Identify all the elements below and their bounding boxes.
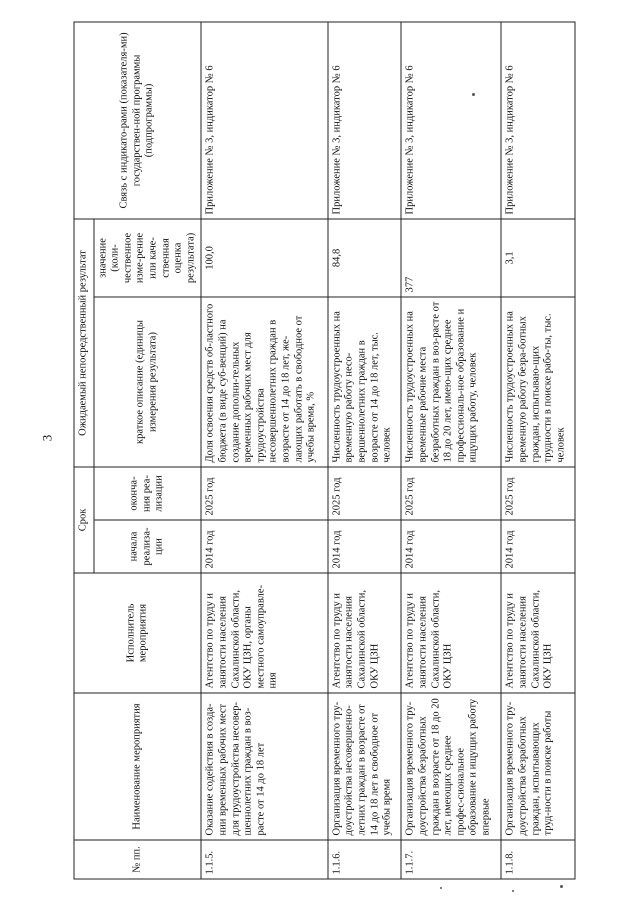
header-result: Ожидаемый непосредственный результат <box>74 219 94 467</box>
cell-end: 2025 год <box>328 467 402 520</box>
table-row <box>401 22 501 879</box>
cell-desc: Доля освоения средств об-ластного бюджета (в виде суб-венций) на создание дополни-тельных временных рабочих мест для трудоустройства несовершеннолетних граждан в возрасте от 14 до 18 лет, же-лающих работать в свободное от учебы время, % <box>201 297 328 467</box>
header-term: Срок <box>74 467 94 573</box>
cell-link: Приложение № 3, индикатор № 6 <box>328 22 402 219</box>
cell-start: 2014 год <box>201 520 328 573</box>
cell-num: 1.1.6. <box>328 840 402 879</box>
cell-executor: Агентство по труду и занятости населения Сахалинской области, ОКУ ЦЗН <box>328 573 402 693</box>
scan-speck <box>472 93 475 96</box>
scan-speck <box>560 885 563 888</box>
cell-value: 3,1 <box>501 219 575 297</box>
cell-link: Приложение № 3, индикатор № 6 <box>401 22 501 219</box>
header-num: № пп. <box>74 840 201 879</box>
cell-num: 1.1.7. <box>401 840 501 879</box>
cell-name: Организация временного тру-доустройства безработных граждан, испытывающих труд-ности в поиске работы <box>501 693 575 840</box>
table-row <box>328 22 402 879</box>
cell-desc: Численность трудоустроенных на временную работу несо-вершеннолетних граждан в возрасте от 14 до 18 лет, тыс. человек <box>328 297 402 467</box>
cell-value: 84,8 <box>328 219 402 297</box>
cell-executor: Агентство по труду и занятости населения Сахалинской области, ОКУ ЦЗН <box>501 573 575 693</box>
cell-value: 377 <box>401 219 501 297</box>
header-start: начала реализа-ции <box>94 520 202 573</box>
rotated-table-wrapper <box>74 23 576 880</box>
page-number: 3 <box>39 434 55 442</box>
cell-executor: Агентство по труду и занятости населения Сахалинской области, ОКУ ЦЗН, органы местного самоуправле-ния <box>201 573 328 693</box>
cell-desc: Численность трудоустроенных на временную работу безра-ботных граждан, испытываю-щих трудности в поиске рабо-ты, тыс. человек <box>501 297 575 467</box>
cell-name: Оказание содействия в созда-нии временных рабочих мест для трудоустройства несовер-шеннолетних граждан в воз-расте от 14 до 18 лет <box>201 693 328 840</box>
measures-table <box>74 21 576 879</box>
cell-end: 2025 год <box>201 467 328 520</box>
header-result-desc: краткое описание (единицы измерения результата) <box>94 297 202 467</box>
cell-desc: Численность трудоустроенных на временные рабочие места безработных граждан в воз-расте от 18 до 20 лет, имею-щих среднее профессиональ-ное образование и ищущих работу, человек <box>401 297 501 467</box>
header-link: Связь с индикато-рами (показателя-ми) государствен-ной программы (подпрограммы) <box>74 22 201 219</box>
cell-name: Организация временного тру-доустройства безработных граждан в возрасте от 18 до 20 лет, имеющих среднее профес-сиональное образование и ищущих работу впервые <box>401 693 501 840</box>
scan-speck <box>512 890 514 892</box>
cell-start: 2014 год <box>328 520 402 573</box>
cell-link: Приложение № 3, индикатор № 6 <box>201 22 328 219</box>
cell-executor: Агентство по труду и занятости населения Сахалинской области, ОКУ ЦЗН <box>401 573 501 693</box>
header-row-1 <box>74 22 94 879</box>
header-executor: Исполнитель мероприятия <box>74 573 201 693</box>
cell-start: 2014 год <box>401 520 501 573</box>
cell-end: 2025 год <box>501 467 575 520</box>
cell-value: 100,0 <box>201 219 328 297</box>
cell-num: 1.1.8. <box>501 840 575 879</box>
table-row <box>201 22 328 879</box>
cell-num: 1.1.5. <box>201 840 328 879</box>
header-result-value: значение (коли-чественное изме-рение или каче-ственная оценка результата) <box>94 219 202 297</box>
table-row <box>501 22 575 879</box>
scan-speck <box>440 887 442 889</box>
header-name: Наименование мероприятия <box>74 693 201 840</box>
cell-end: 2025 год <box>401 467 501 520</box>
cell-start: 2014 год <box>501 520 575 573</box>
header-end: оконча-ния реа-лизации <box>94 467 202 520</box>
cell-link: Приложение № 3, индикатор № 6 <box>501 22 575 219</box>
cell-name: Организация временного тру-доустройства несовершенно-летних граждан в возрасте от 14 до 18 лет в свободное от учебы время <box>328 693 402 840</box>
